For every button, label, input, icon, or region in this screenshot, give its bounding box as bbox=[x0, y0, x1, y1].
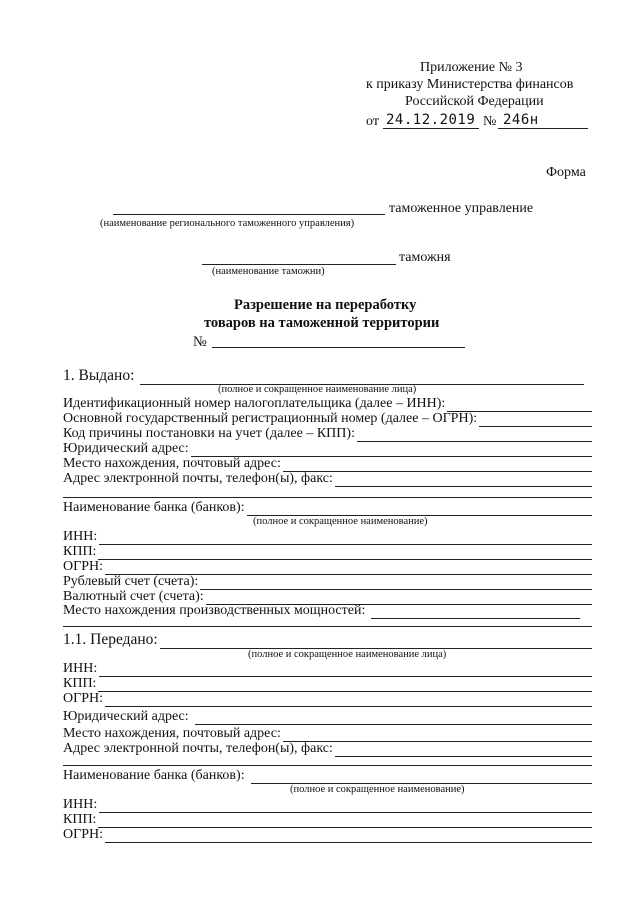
customs-suffix: таможня bbox=[399, 250, 451, 265]
currency-account-label: Валютный счет (счета): bbox=[63, 589, 204, 604]
appendix-number-prefix: № bbox=[483, 114, 497, 129]
transferred-contacts-field bbox=[335, 744, 592, 757]
transferred-bank-inn-row bbox=[63, 797, 592, 813]
transferred-bank-label: Наименование банка (банков): bbox=[63, 768, 245, 783]
ruble-account-row bbox=[63, 574, 592, 590]
legal-address-label: Юридический адрес: bbox=[63, 441, 189, 456]
inn-label: Идентификационный номер налогоплательщика (далее – ИНН): bbox=[63, 396, 446, 411]
transferred-bank-inn-label: ИНН: bbox=[63, 797, 98, 812]
customs-field bbox=[202, 264, 396, 265]
transferred-caption: (полное и сокращенное наименование лица) bbox=[248, 649, 447, 660]
transferred-bank-row bbox=[63, 768, 592, 784]
appendix-date-value: 24.12.2019 bbox=[386, 112, 476, 128]
location-label: Место нахождения, почтовый адрес: bbox=[63, 456, 281, 471]
ogrn-label: Основной государственный регистрационный номер (далее – ОГРН): bbox=[63, 411, 478, 426]
production-location-label: Место нахождения производственных мощностей: bbox=[63, 603, 366, 618]
appendix-date-line bbox=[383, 128, 479, 129]
transferred-row bbox=[63, 631, 592, 649]
transferred-kpp-row bbox=[63, 676, 592, 692]
contacts-extra-line bbox=[63, 497, 592, 498]
document-number-sign: № bbox=[193, 334, 207, 350]
bank-kpp-row bbox=[63, 544, 592, 560]
customs-caption: (наименование таможни) bbox=[212, 266, 325, 277]
transferred-bank-caption: (полное и сокращенное наименование) bbox=[290, 784, 465, 795]
contacts-label: Адрес электронной почты, телефон(ы), факс: bbox=[63, 471, 333, 486]
transferred-ogrn-row bbox=[63, 691, 592, 707]
bank-ogrn-row bbox=[63, 559, 592, 575]
customs-admin-caption: (наименование регионального таможенного управления) bbox=[100, 218, 355, 229]
issued-caption: (полное и сокращенное наименование лица) bbox=[218, 384, 417, 395]
transferred-bank-kpp-row bbox=[63, 812, 592, 828]
transferred-location-row bbox=[63, 726, 592, 742]
bank-ogrn-label: ОГРН: bbox=[63, 559, 103, 574]
kpp-label: Код причины постановки на учет (далее – КПП): bbox=[63, 426, 355, 441]
transferred-legal-row bbox=[63, 709, 592, 725]
ogrn-row bbox=[63, 411, 592, 427]
document-title-line-1: Разрешение на переработку bbox=[234, 297, 417, 313]
ruble-account-label: Рублевый счет (счета): bbox=[63, 574, 199, 589]
issued-label: 1. Выдано: bbox=[63, 367, 135, 384]
document-title-line-2: товаров на таможенной территории bbox=[204, 315, 440, 331]
transferred-ogrn-field bbox=[105, 694, 592, 707]
transferred-bank-ogrn-label: ОГРН: bbox=[63, 827, 103, 842]
transferred-ogrn-label: ОГРН: bbox=[63, 691, 103, 706]
appendix-line-1: Приложение № 3 bbox=[420, 60, 523, 75]
customs-admin-suffix: таможенное управление bbox=[389, 201, 534, 216]
kpp-row bbox=[63, 426, 592, 442]
appendix-date-prefix: от bbox=[366, 114, 379, 129]
transferred-contacts-row bbox=[63, 741, 592, 757]
bank-label: Наименование банка (банков): bbox=[63, 500, 245, 515]
bank-inn-row bbox=[63, 529, 592, 545]
location-row bbox=[63, 456, 592, 472]
transferred-legal-label: Юридический адрес: bbox=[63, 709, 189, 724]
production-location-row bbox=[63, 603, 580, 619]
transferred-location-label: Место нахождения, почтовый адрес: bbox=[63, 726, 281, 741]
transferred-contacts-extra-line bbox=[63, 765, 592, 766]
bank-field bbox=[247, 503, 592, 516]
transferred-inn-row bbox=[63, 661, 592, 677]
transferred-bank-ogrn-row bbox=[63, 827, 592, 843]
transferred-kpp-label: КПП: bbox=[63, 676, 97, 691]
contacts-field bbox=[335, 474, 592, 487]
bank-caption: (полное и сокращенное наименование) bbox=[253, 516, 428, 527]
appendix-number-line bbox=[498, 128, 588, 129]
contacts-row bbox=[63, 471, 592, 487]
appendix-line-3: Российской Федерации bbox=[405, 94, 544, 109]
form-label: Форма bbox=[546, 165, 586, 180]
transferred-label: 1.1. Передано: bbox=[63, 631, 158, 648]
issued-row bbox=[63, 367, 584, 385]
document-number-field bbox=[212, 347, 465, 348]
production-location-field bbox=[371, 606, 580, 619]
appendix-line-2: к приказу Министерства финансов bbox=[366, 77, 574, 92]
transferred-inn-label: ИНН: bbox=[63, 661, 98, 676]
legal-address-row bbox=[63, 441, 592, 457]
transferred-field bbox=[160, 636, 592, 649]
customs-admin-field bbox=[113, 214, 385, 215]
transferred-bank-kpp-label: КПП: bbox=[63, 812, 97, 827]
inn-row bbox=[63, 396, 592, 412]
bank-kpp-label: КПП: bbox=[63, 544, 97, 559]
bank-row bbox=[63, 500, 592, 516]
production-extra-line bbox=[63, 626, 592, 627]
transferred-bank-ogrn-field bbox=[105, 830, 592, 843]
transferred-contacts-label: Адрес электронной почты, телефон(ы), факс: bbox=[63, 741, 333, 756]
transferred-legal-field bbox=[195, 712, 592, 725]
bank-inn-label: ИНН: bbox=[63, 529, 98, 544]
appendix-number-value: 246н bbox=[503, 112, 539, 128]
transferred-bank-field bbox=[251, 771, 592, 784]
